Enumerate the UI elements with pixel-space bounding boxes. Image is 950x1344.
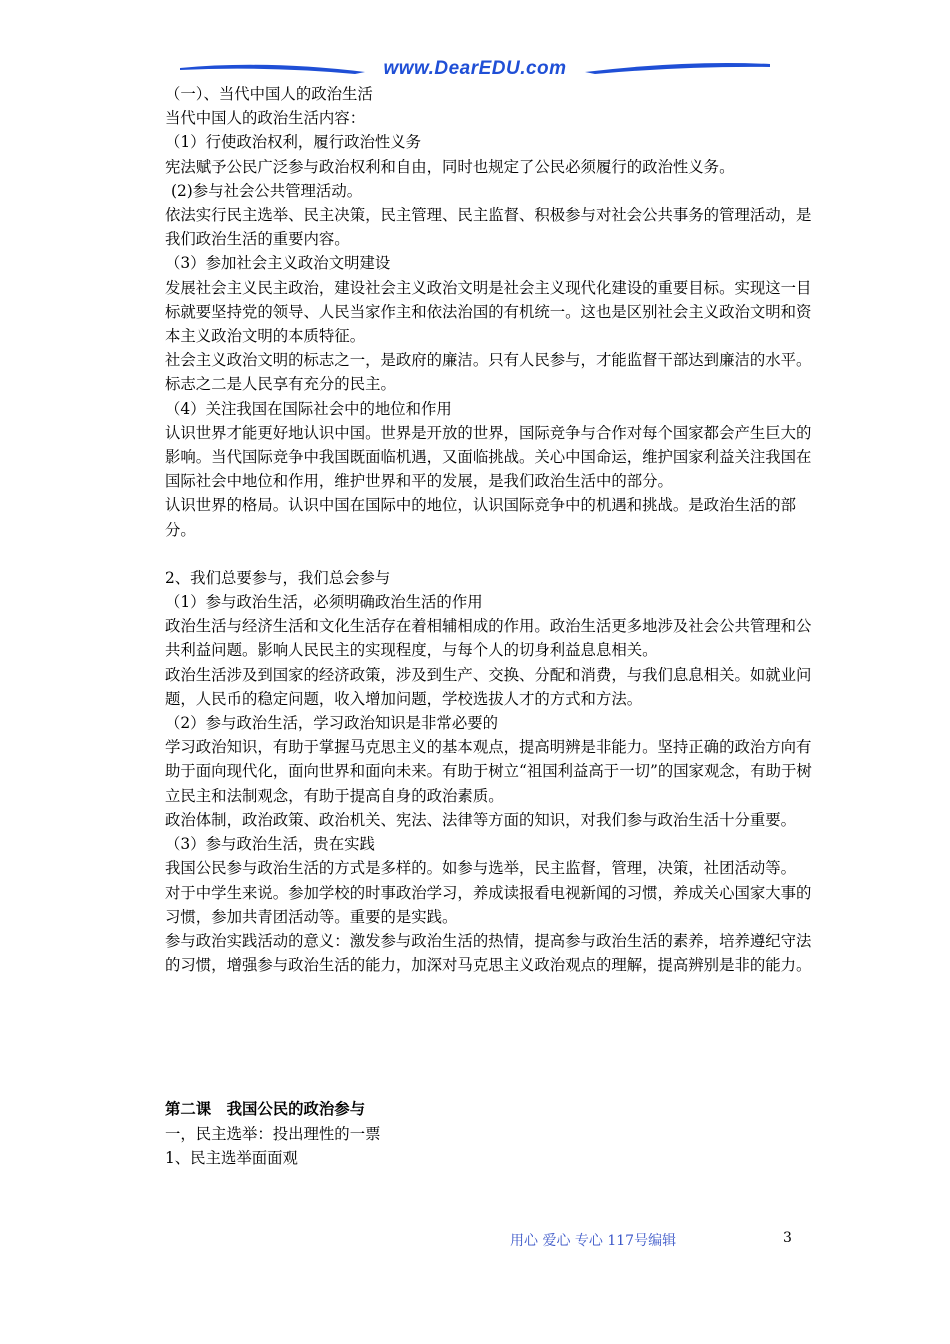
spacer [165,977,825,1097]
subheading: （2）参与政治生活，学习政治知识是非常必要的 [165,714,498,733]
subheading: （4）关注我国在国际社会中的地位和作用 [165,399,452,418]
subheading: （3）参与政治生活，贵在实践 [165,835,375,854]
footer-text: 用心 爱心 专心 117号编辑 [510,1233,677,1249]
paragraph: 学习政治知识，有助于掌握马克思主义的基本观点，提高明辨是非能力。坚持正确的政治方向有助于面向现代化，面向世界和面向未来。有助于树立“祖国利益高于一切”的国家观念，有助于树立民主和法制观念，有助于提高自身的政治素质。 [165,738,812,805]
paragraph: 政治生活与经济生活和文化生活存在着相辅相成的作用。政治生活更多地涉及社会公共管理和公共利益问题。影响人民民主的实现程度，与每个人的切身利益息息相关。 [165,617,812,660]
subheading: 1、民主选举面面观 [165,1148,298,1167]
paragraph: 依法实行民主选举、民主决策，民主管理、民主监督、积极参与对社会公共事务的管理活动，是我们政治生活的重要内容。 [165,206,812,249]
paragraph: 政治生活涉及到国家的经济政策，涉及到生产、交换、分配和消费，与我们息息相关。如就业问题，人民币的稳定问题，收入增加问题，学校选拔人才的方式和方法。 [165,665,812,708]
paragraph: 当代中国人的政治生活内容： [165,109,366,128]
paragraph: 社会主义政治文明的标志之一，是政府的廉洁。只有人民参与，才能监督干部达到廉洁的水平。标志之二是人民享有充分的民主。 [165,351,812,394]
paragraph: 参与政治实践活动的意义：激发参与政治生活的热情，提高参与政治生活的素养，培养遵纪守法的习惯，增强参与政治生活的能力，加深对马克思主义政治观点的理解，提高辨别是非的能力。 [165,931,812,975]
paragraph: 对于中学生来说。参加学校的时事政治学习，养成读报看电视新闻的习惯，养成关心国家大事的习惯，参加共青团活动等。重要的是实践。 [165,883,812,926]
paragraph: 我国公民参与政治生活的方式是多样的。如参与选举，民主监督，管理，决策，社团活动等。 [165,859,797,878]
paragraph: 认识世界的格局。认识中国在国际中的地位，认识国际竞争中的机遇和挑战。是政治生活的部分。 [165,496,797,539]
page-number: 3 [783,1230,792,1246]
section-heading: 2、我们总要参与，我们总会参与 [165,568,391,587]
section-heading: 一，民主选举：投出理性的一票 [165,1124,381,1143]
spacer [165,542,825,566]
subheading: （1）参与政治生活，必须明确政治生活的作用 [165,593,483,612]
subheading: （1）行使政治权利，履行政治性义务 [165,133,422,152]
header-url: www.DearEDU.com [383,58,567,79]
paragraph: 认识世界才能更好地认识中国。世界是开放的世界，国际竞争与合作对每个国家都会产生巨大的影响。当代国际竞争中我国既面临机遇，又面临挑战。关心中国命运，维护国家利益关注我国在国际社会中地位和作用，维护世界和平的发展，是我们政治生活中的部分。 [165,423,812,491]
document-body [165,82,825,1170]
paragraph: 发展社会主义民主政治，建设社会主义政治文明是社会主义现代化建设的重要目标。实现这一目标就要坚持党的领导、人民当家作主和依法治国的有机统一。这也是区别社会主义政治文明和资本主义政治文明的本质特征。 [165,278,812,346]
paragraph: 宪法赋予公民广泛参与政治权利和自由，同时也规定了公民必须履行的政治性义务。 [165,157,735,176]
paragraph: 政治体制，政治政策、政治机关、宪法、法律等方面的知识，对我们参与政治生活十分重要。 [165,810,797,829]
lesson-title: 第二课 我国公民的政治参与 [165,1100,366,1119]
section-heading: （一）、当代中国人的政治生活 [165,85,373,103]
subheading: （3）参加社会主义政治文明建设 [165,254,391,273]
subheading: (2)参与社会公共管理活动。 [171,181,363,200]
